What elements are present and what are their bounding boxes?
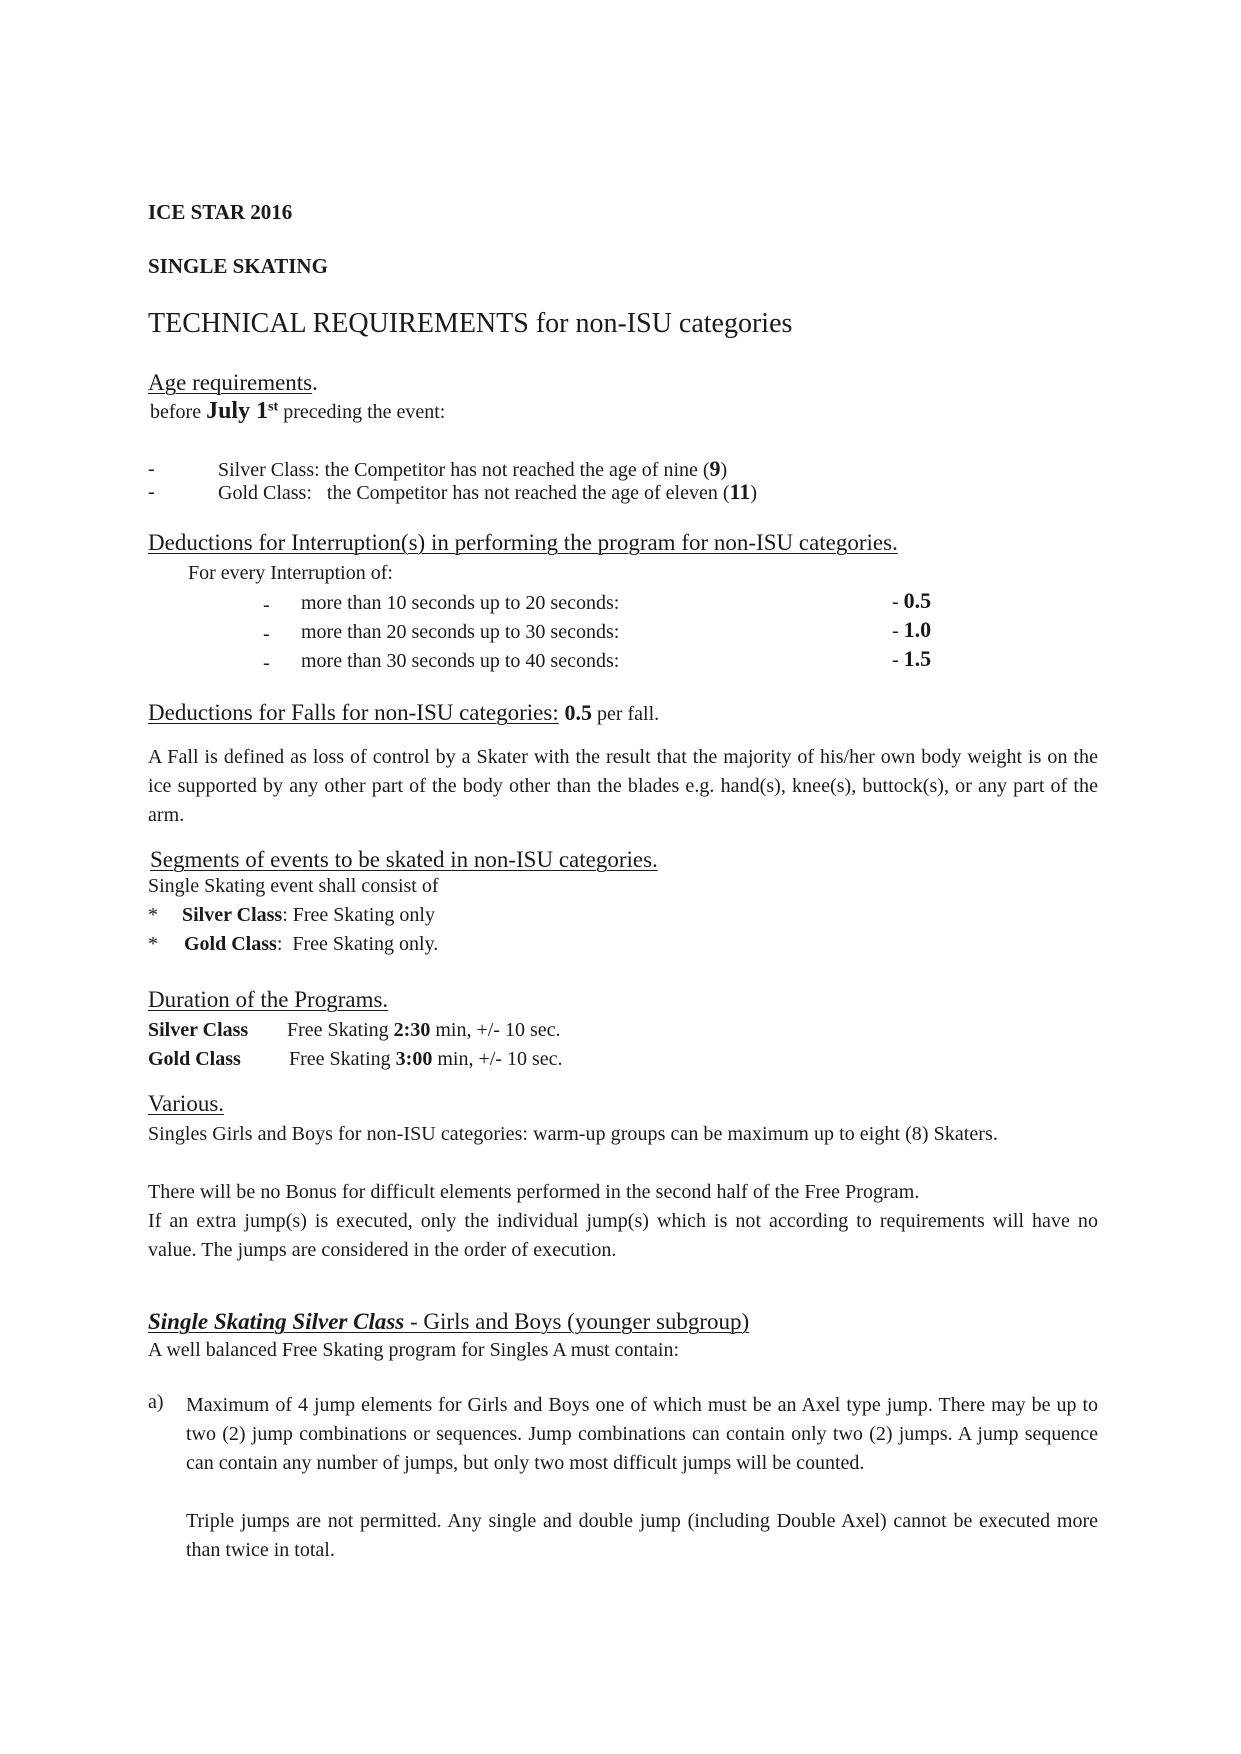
doc-subtitle: SINGLE SKATING: [148, 254, 328, 278]
segments-heading: Segments of events to be skated in non-ISU categories.: [150, 847, 658, 872]
segments-item: [182, 904, 435, 927]
various-p1: Singles Girls and Boys for non-ISU categories: warm-up groups can be maximum up to eight (8) Skaters.: [148, 1123, 998, 1145]
duration-pre: Free Skating: [289, 1048, 396, 1070]
doc-heading: TECHNICAL REQUIREMENTS for non-ISU categories: [148, 308, 793, 339]
interruption-value: [892, 617, 931, 643]
age-date-sup: st: [268, 399, 279, 415]
interruption-dash: -: [263, 652, 270, 674]
segments-intro: Single Skating event shall consist of: [148, 875, 439, 897]
duration-class: Silver Class: [148, 1019, 249, 1041]
interruptions-heading: Deductions for Interruption(s) in performing the program for non-ISU categories.: [148, 530, 898, 555]
age-item-num: 11: [729, 479, 751, 504]
interruption-dash: -: [263, 623, 270, 645]
falls-value: 0.5: [564, 700, 592, 725]
interruption-amount: 1.5: [903, 646, 932, 671]
segments-item-text: : Free Skating only: [282, 904, 435, 926]
segments-item: [184, 933, 438, 956]
duration-pre: Free Skating: [287, 1019, 394, 1041]
age-date: July 1: [206, 398, 269, 424]
various-p2: There will be no Bonus for difficult elements performed in the second half of the Free Program.: [148, 1181, 920, 1203]
age-heading-text: Age requirements: [148, 370, 313, 395]
interruptions-intro: For every Interruption of:: [188, 562, 393, 584]
segments-bullet: *: [148, 904, 158, 926]
duration-row: [287, 1019, 560, 1042]
falls-definition: A Fall is defined as loss of control by a Skater with the result that the majority of his/her own body weight is on the ice supported by any other part of the body other than the blades e.g. hand(s), knee(s), buttock(s), or any part of the arm.: [148, 746, 1098, 826]
age-pre: before: [150, 401, 207, 423]
age-post: preceding the event:: [278, 401, 446, 423]
silver-heading-rest: - Girls and Boys (younger subgroup): [404, 1309, 750, 1334]
duration-time: 2:30: [393, 1019, 431, 1041]
various-heading: Various.: [148, 1091, 225, 1116]
interruption-sign: -: [892, 649, 904, 671]
age-item-text: Gold Class: the Competitor has not reached the age of eleven (: [218, 482, 730, 504]
duration-post: min, +/- 10 sec.: [430, 1019, 561, 1041]
interruption-dash: -: [263, 594, 270, 616]
interruption-text: more than 10 seconds up to 20 seconds:: [301, 592, 620, 614]
doc-title: ICE STAR 2016: [148, 200, 293, 224]
segments-item-text: : Free Skating only.: [276, 933, 439, 955]
interruption-sign: -: [892, 591, 904, 613]
age-item-end: ): [750, 482, 757, 504]
duration-row: [289, 1048, 562, 1071]
duration-class: Gold Class: [148, 1048, 241, 1070]
interruption-amount: 0.5: [903, 588, 932, 613]
interruption-sign: -: [892, 620, 904, 642]
age-heading-end: .: [312, 370, 318, 395]
duration-post: min, +/- 10 sec.: [432, 1048, 563, 1070]
segments-bullet: *: [148, 933, 158, 955]
age-heading: [148, 370, 318, 396]
interruption-amount: 1.0: [903, 617, 932, 642]
silver-intro: A well balanced Free Skating program for Singles A must contain:: [148, 1339, 680, 1361]
duration-time: 3:00: [395, 1048, 433, 1070]
interruption-value: [892, 588, 931, 614]
segments-item-label: Silver Class: [182, 904, 283, 926]
silver-item-a-p2: Triple jumps are not permitted. Any single and double jump (including Double Axel) cannot be executed more than twice in total.: [186, 1510, 1098, 1561]
age-item-end: ): [720, 459, 728, 481]
falls-heading-line: [148, 700, 659, 726]
interruption-text: more than 20 seconds up to 30 seconds:: [301, 621, 620, 643]
silver-heading-bold: Single Skating Silver Class: [148, 1309, 405, 1334]
silver-item-marker: a): [148, 1391, 164, 1413]
interruption-text: more than 30 seconds up to 40 seconds:: [301, 650, 620, 672]
segments-item-label: Gold Class: [184, 933, 277, 955]
age-item-dash: -: [148, 481, 155, 503]
falls-unit: per fall.: [591, 703, 660, 725]
age-item-text: Silver Class: the Competitor has not reached the age of nine (: [218, 459, 710, 481]
silver-item-a-p1: Maximum of 4 jump elements for Girls and Boys one of which must be an Axel type jump. There may be up to two (2) jump combinations or sequences. Jump combinations can contain only two (2) jumps. A jump sequence can contain any number of jumps, but only two most difficult jumps will be counted.: [186, 1394, 1098, 1474]
interruption-value: [892, 646, 931, 672]
various-p3: If an extra jump(s) is executed, only the individual jump(s) which is not according to requirements will have no value. The jumps are considered in the order of execution.: [148, 1210, 1098, 1261]
age-item-num: 9: [709, 456, 721, 481]
falls-heading: Deductions for Falls for non-ISU categories:: [148, 700, 559, 725]
silver-heading: [148, 1309, 749, 1335]
duration-heading: Duration of the Programs.: [148, 987, 389, 1012]
age-item: [218, 479, 757, 505]
age-item-dash: -: [148, 458, 155, 480]
age-date-line: [150, 398, 445, 425]
